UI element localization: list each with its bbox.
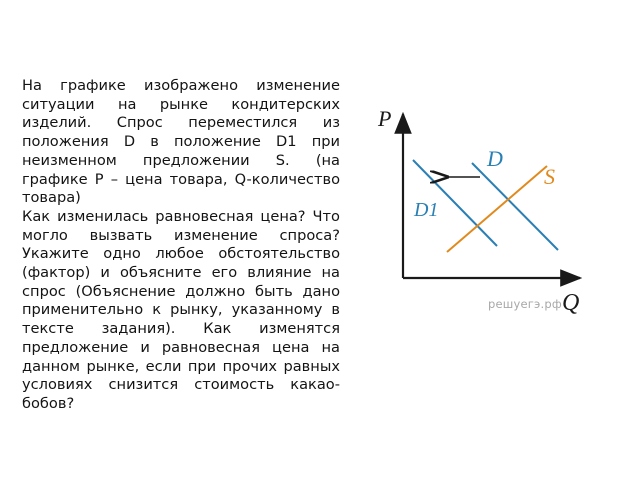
task-paragraph-questions: Как изменилась равновесная цена? Что могло вызвать изменение спроса? Укажите одно любое обстоятельство (фактор) и объясните его влияние на спрос (Объяснение должно быть дано применительно к рынку, указанному в тексте задания). Как изменятся предложение и равновесная цена на данном рынке, если при прочих равных условиях снизится стоимость какао-бобов?	[22, 207, 340, 412]
new-demand-label: D1	[414, 199, 439, 221]
x-axis-label: Q	[562, 290, 580, 316]
y-axis-label: P	[378, 106, 392, 131]
demand-label: D	[487, 146, 503, 171]
task-paragraph-intro: На графике изображено изменение ситуации на рынке кондитерских изделий. Спрос переместился из положения D в положение D1 при неизменном предложении S. (на графике P – цена товара, Q-количество товара)	[22, 77, 340, 207]
task-text	[22, 77, 340, 414]
supply-demand-graph	[370, 100, 600, 320]
watermark: решуегэ.рф	[488, 297, 562, 311]
supply-label: S	[544, 164, 555, 189]
